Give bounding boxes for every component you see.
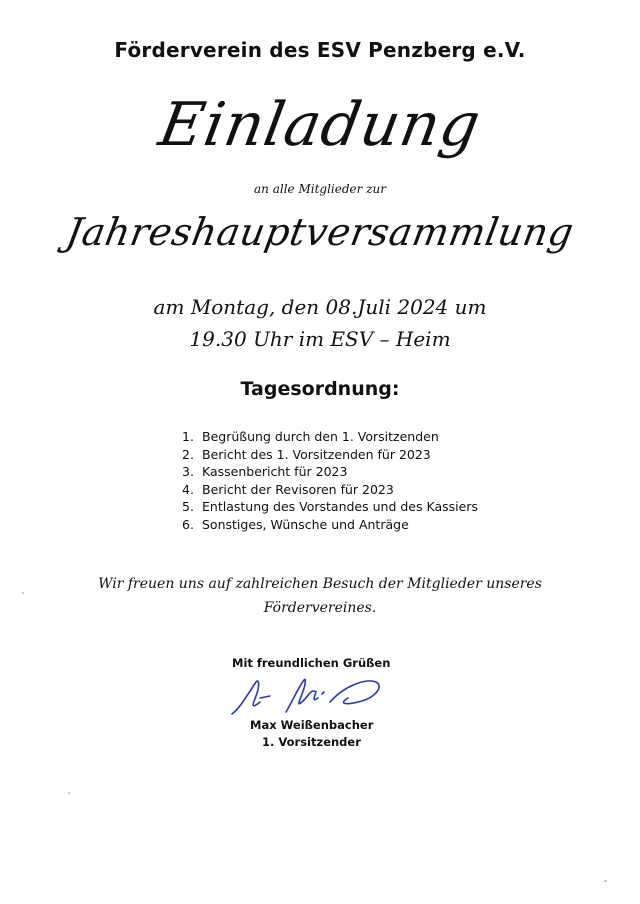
signer-role: 1. Vorsitzender (262, 735, 361, 749)
agenda-item-number: 6. (182, 516, 194, 532)
agenda-item-number: 1. (182, 429, 194, 444)
agenda-item-text: Begrüßung durch den 1. Vorsitzenden (202, 429, 439, 444)
event-time-location: 19.30 Uhr im ESV – Heim (189, 327, 451, 351)
agenda-item-text: Entlastung des Vorstandes und des Kassiers (202, 499, 478, 514)
agenda-item-number: 4. (182, 481, 194, 497)
scan-speck (604, 880, 607, 882)
agenda-item (182, 463, 582, 481)
closing-line-2: Fördervereines. (263, 600, 377, 616)
greeting: Mit freundlichen Grüßen (232, 656, 391, 670)
event-title: Jahreshauptversammlung (62, 210, 578, 254)
agenda-item (182, 516, 582, 534)
invitation-headline: Einladung (153, 90, 487, 160)
agenda-item (182, 498, 582, 516)
organization-title: Förderverein des ESV Penzberg e.V. (114, 38, 526, 62)
scan-speck (68, 792, 70, 794)
agenda-item-text: Sonstiges, Wünsche und Anträge (202, 516, 409, 532)
agenda-item (182, 428, 582, 446)
agenda-item-text: Bericht der Revisoren für 2023 (202, 481, 394, 497)
closing-line-1: Wir freuen uns auf zahlreichen Besuch der Mitglieder unseres (98, 576, 542, 592)
agenda-item-number: 5. (182, 499, 194, 514)
agenda-list (182, 428, 582, 533)
agenda-item-text: Kassenbericht für 2023 (202, 464, 348, 479)
invitation-subline: an alle Mitglieder zur (254, 182, 386, 196)
signer-name: Max Weißenbacher (250, 718, 374, 732)
agenda-item-number: 2. (182, 446, 194, 462)
agenda-title: Tagesordnung: (240, 378, 400, 400)
agenda-item (182, 446, 582, 464)
event-date: am Montag, den 08.Juli 2024 um (153, 295, 487, 319)
handwritten-signature (226, 668, 406, 724)
agenda-item (182, 481, 582, 499)
agenda-item-text: Bericht des 1. Vorsitzenden für 2023 (202, 446, 431, 462)
agenda-item-number: 3. (182, 464, 194, 479)
scan-speck (22, 592, 24, 594)
